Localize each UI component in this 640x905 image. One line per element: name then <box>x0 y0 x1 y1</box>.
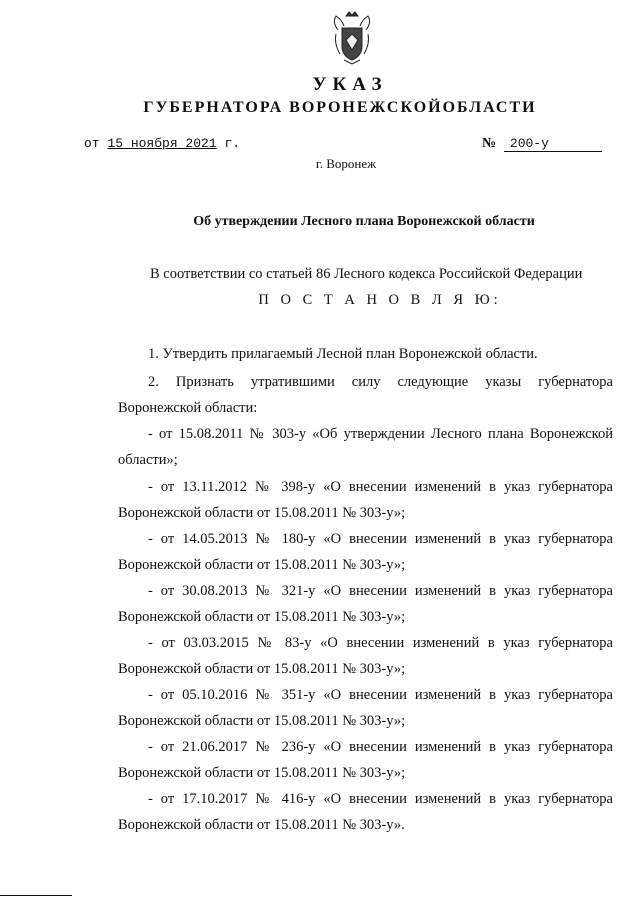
decree-2-line-1: - от 13.11.2012 № 398-у «О внесении изменений в указ губернатора <box>148 479 613 495</box>
number-value: 200-у <box>504 136 602 152</box>
decree-3-line-2: Воронежской области от 15.08.2011 № 303-у»; <box>118 557 406 573</box>
legal-basis: В соответствии со статьей 86 Лесного кодекса Российской Федерации <box>150 266 583 282</box>
document-number <box>482 136 602 152</box>
item-2-line-2: Воронежской области: <box>118 400 258 416</box>
decree-8-line-1: - от 17.10.2017 № 416-у «О внесении изменений в указ губернатора <box>148 791 613 807</box>
decree-5-line-2: Воронежской области от 15.08.2011 № 303-у»; <box>118 661 406 677</box>
footer-divider <box>0 895 72 896</box>
document-subtitle: ГУБЕРНАТОРА ВОРОНЕЖСКОЙОБЛАСТИ <box>143 99 537 116</box>
date-value: 15 ноября 2021 <box>107 136 217 151</box>
decree-2-line-2: Воронежской области от 15.08.2011 № 303-у»; <box>118 505 406 521</box>
date-suffix: г. <box>224 136 241 151</box>
document-title: УКАЗ <box>312 74 388 95</box>
item-1: 1. Утвердить прилагаемый Лесной план Воронежской области. <box>148 346 538 362</box>
decree-1-line-1: - от 15.08.2011 № 303-у «Об утверждении Лесного плана Воронежской <box>148 426 613 442</box>
decree-1-line-2: области»; <box>118 452 178 468</box>
decree-5-line-1: - от 03.03.2015 № 83-у «О внесении изменений в указ губернатора <box>148 635 613 651</box>
coat-of-arms-icon <box>328 10 376 66</box>
item-2-line-1: 2. Признать утратившими силу следующие указы губернатора <box>148 374 613 390</box>
decree-7-line-2: Воронежской области от 15.08.2011 № 303-у»; <box>118 765 406 781</box>
decree-3-line-1: - от 14.05.2013 № 180-у «О внесении изменений в указ губернатора <box>148 531 613 547</box>
decree-4-line-2: Воронежской области от 15.08.2011 № 303-у»; <box>118 609 406 625</box>
decree-7-line-1: - от 21.06.2017 № 236-у «О внесении изменений в указ губернатора <box>148 739 613 755</box>
document-subject: Об утверждении Лесного плана Воронежской области <box>193 214 535 229</box>
decree-4-line-1: - от 30.08.2013 № 321-у «О внесении изменений в указ губернатора <box>148 583 613 599</box>
decree-6-line-2: Воронежской области от 15.08.2011 № 303-у»; <box>118 713 406 729</box>
document-date <box>84 136 240 151</box>
resolution-word: П О С Т А Н О В Л Я Ю: <box>258 292 502 308</box>
date-prefix: от <box>84 136 100 151</box>
decree-8-line-2: Воронежской области от 15.08.2011 № 303-у». <box>118 817 405 833</box>
number-sign: № <box>482 136 497 151</box>
city: г. Воронеж <box>315 156 377 171</box>
decree-6-line-1: - от 05.10.2016 № 351-у «О внесении изменений в указ губернатора <box>148 687 613 703</box>
